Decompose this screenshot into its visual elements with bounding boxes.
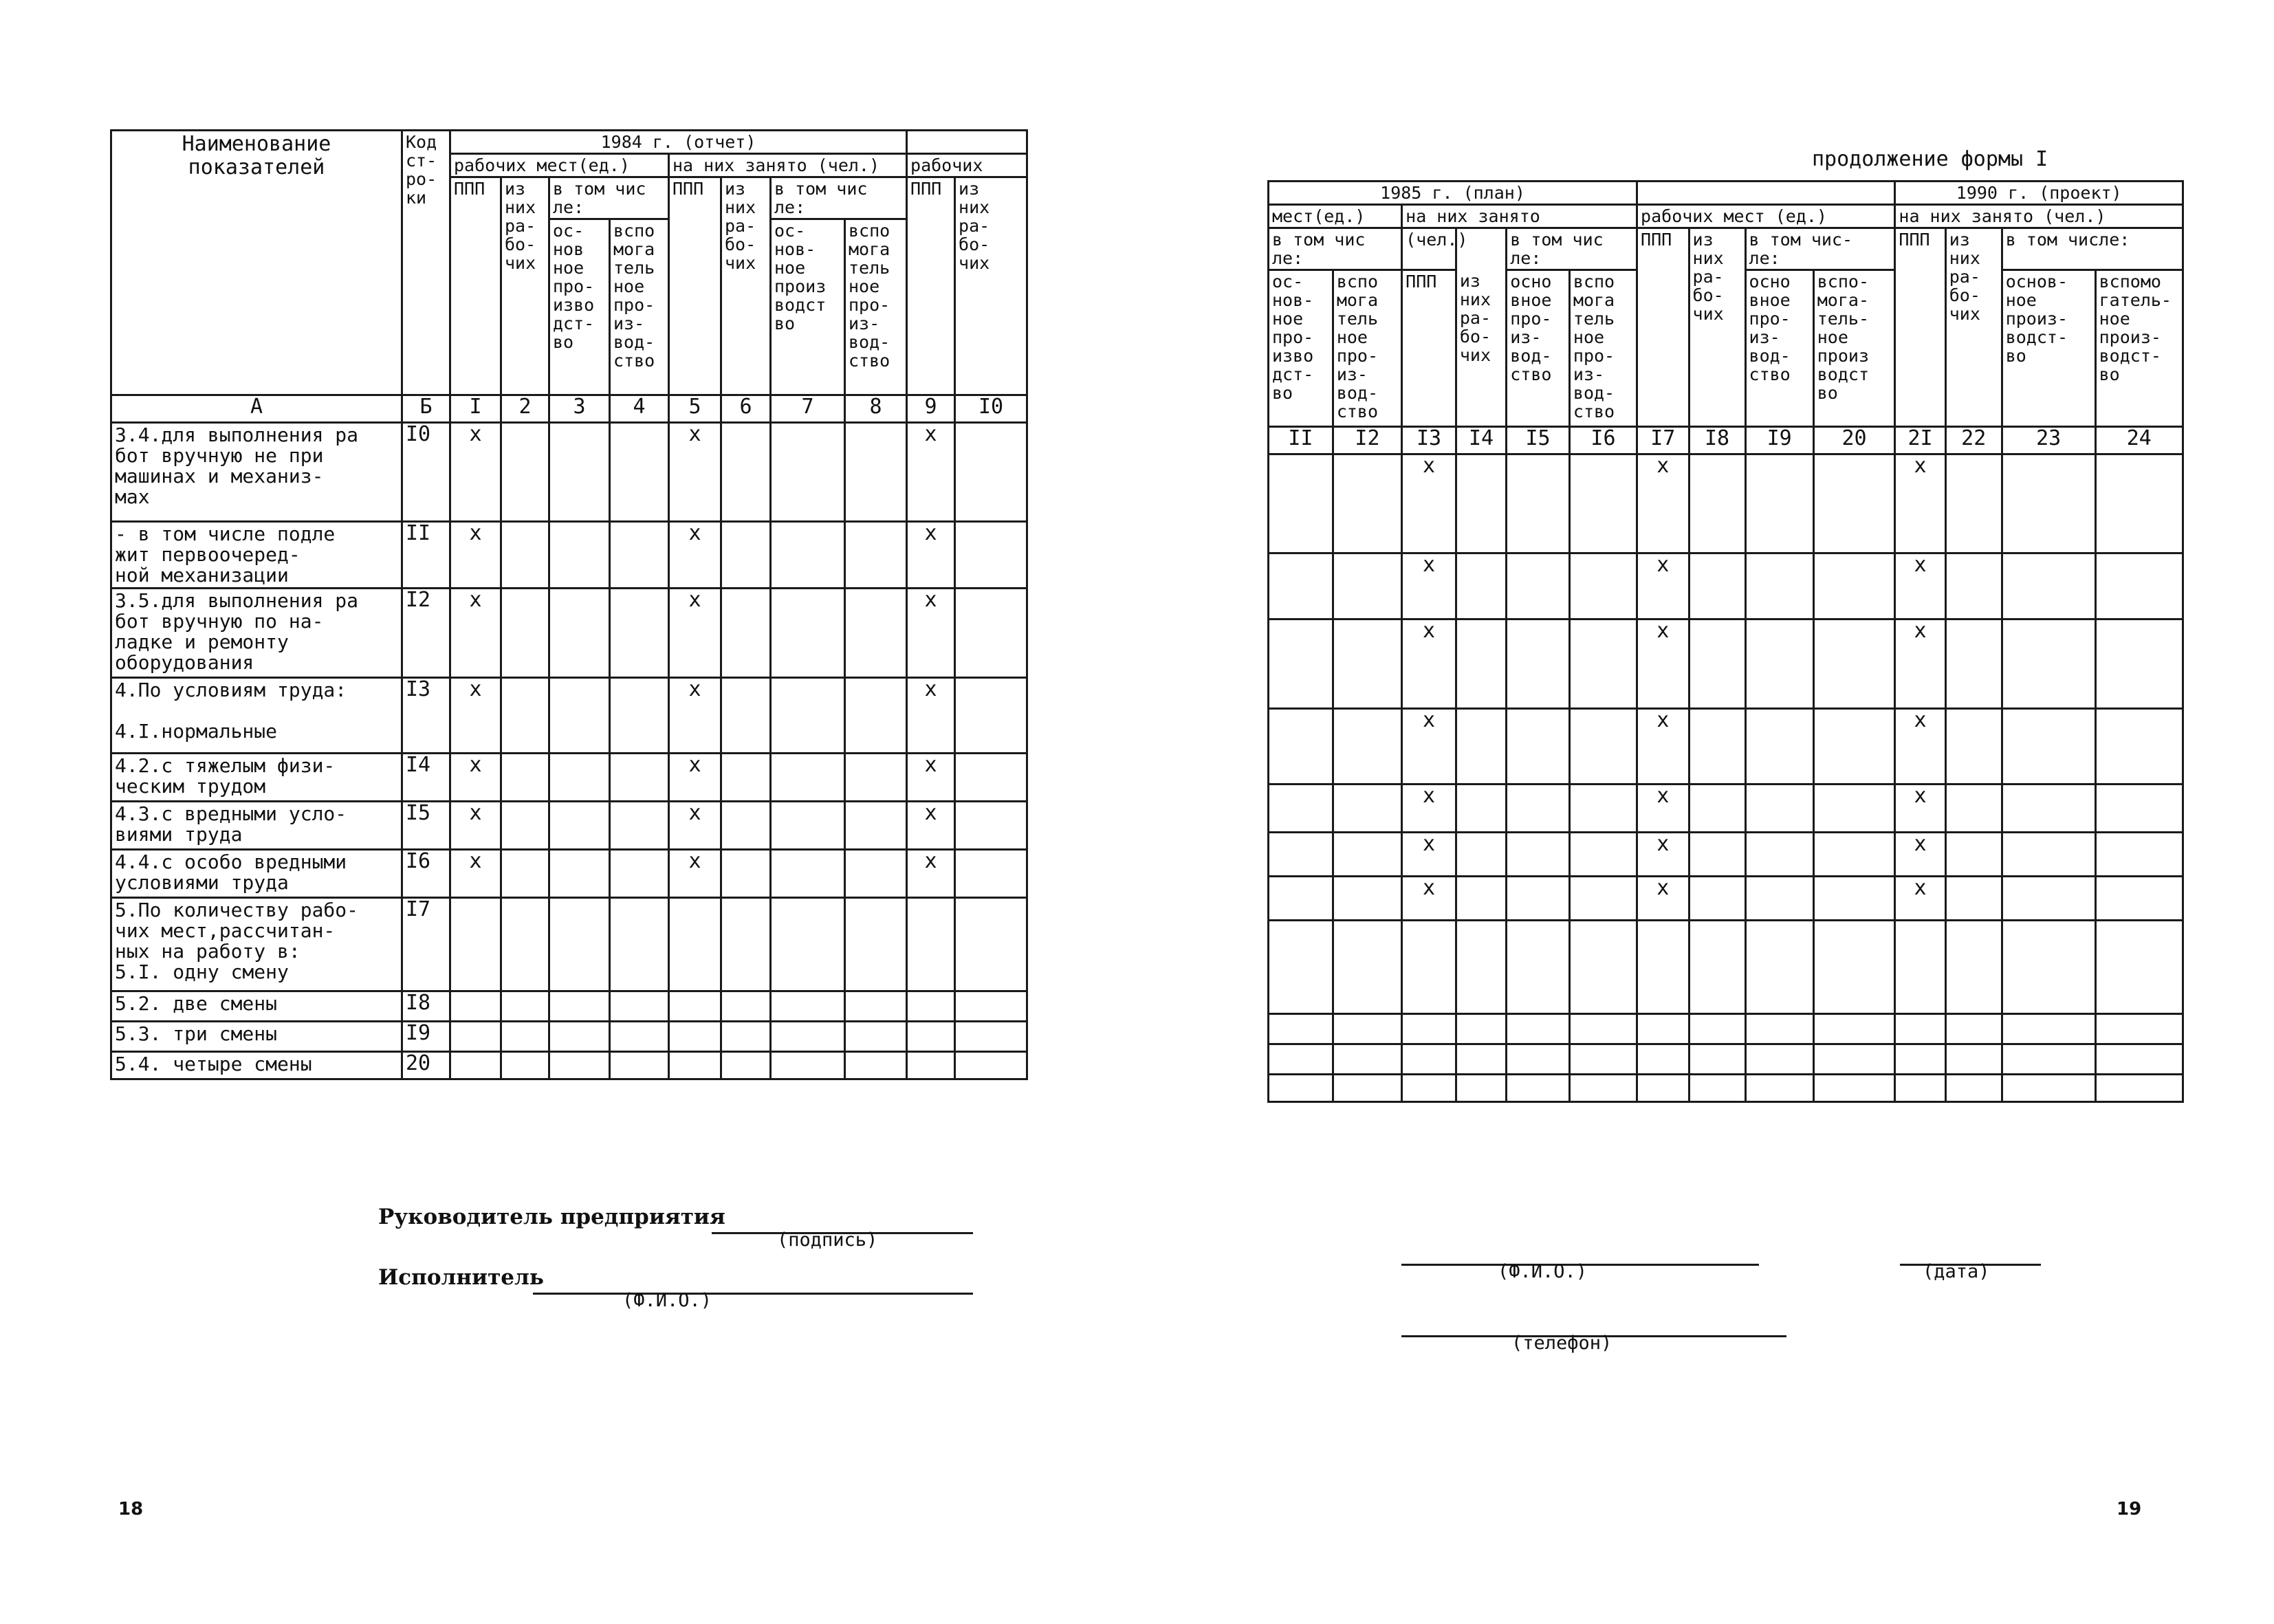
header-col-13-ppp: ППП — [1402, 270, 1456, 427]
cell-col-17: x — [1637, 784, 1690, 833]
colnum-11: II — [1269, 427, 1333, 454]
header-col-8-aux: вспо мога тель ное про- из- вод- ство — [845, 219, 907, 395]
table-row — [111, 754, 1027, 802]
colnum-10: I0 — [955, 395, 1027, 423]
cell-col-21: x — [1895, 784, 1945, 833]
header-col-19-main: осно вное про- из- вод- ство — [1745, 270, 1813, 427]
header-employed-1985: на них занято — [1402, 205, 1637, 228]
executor-signature-line[interactable] — [533, 1293, 973, 1295]
colnum-21: 2I — [1895, 427, 1945, 454]
cell-col-5: x — [669, 754, 721, 802]
header-col-6-of-workers: из них ра- бо- чих — [721, 177, 771, 395]
header-workplaces-group: рабочих мест(ед.) — [450, 154, 669, 177]
table-row — [111, 423, 1027, 522]
table-row — [1269, 1044, 2183, 1075]
header-including-1985: в том чис ле: — [1269, 228, 1402, 270]
colnum-15: I5 — [1507, 427, 1570, 454]
cell-col-17: x — [1637, 833, 1690, 877]
colnum-12: I2 — [1333, 427, 1401, 454]
header-year-1990: 1990 г. (проект) — [1895, 182, 2183, 205]
colnum-8: 8 — [845, 395, 907, 423]
table-row — [111, 991, 1027, 1022]
row-name: 5.По количеству рабо- чих мест,рассчитан- ных на работу в: 5.I. одну смену — [111, 898, 402, 991]
cell-col-9: x — [907, 589, 955, 678]
header-c18-including: в том чис- ле: — [1745, 228, 1895, 270]
cell-col-13: x — [1402, 877, 1456, 921]
cell-col-5: x — [669, 802, 721, 850]
header-col-22-of-workers: из них ра- бо- чих — [1945, 228, 2002, 427]
colnum-19: I9 — [1745, 427, 1813, 454]
cell-col-1: x — [450, 802, 501, 850]
cell-col-9: x — [907, 423, 955, 522]
cell-col-21: x — [1895, 709, 1945, 784]
colnum-6: 6 — [721, 395, 771, 423]
colnum-13: I3 — [1402, 427, 1456, 454]
left-form-table — [110, 129, 1028, 1080]
cell-col-9: x — [907, 802, 955, 850]
colnum-24: 24 — [2095, 427, 2183, 454]
cell-col-17: x — [1637, 877, 1690, 921]
header-col-3-main: ос- нов ное про- изво дст- во — [549, 219, 610, 395]
colnum-3: 3 — [549, 395, 610, 423]
header-including-workplaces: в том чис ле: — [549, 177, 669, 219]
row-name: 5.4. четыре смены — [111, 1052, 402, 1079]
header-col-20-aux: вспо- мога- тель- ное произ водст во — [1813, 270, 1895, 427]
colnum-23: 23 — [2002, 427, 2095, 454]
table-row — [111, 802, 1027, 850]
table-row — [1269, 877, 2183, 921]
header-col-10-of-workers: из них ра- бо- чих — [955, 177, 1027, 395]
cell-col-21: x — [1895, 619, 1945, 709]
row-code: I2 — [402, 589, 450, 678]
header-col-11-main: ос- нов- ное про- изво дст- во — [1269, 270, 1333, 427]
cell-col-9: x — [907, 522, 955, 589]
header-year-1985: 1985 г. (план) — [1269, 182, 1637, 205]
table-row — [1269, 833, 2183, 877]
table-row — [111, 522, 1027, 589]
header-c14-including: в том чис ле: — [1507, 228, 1637, 270]
header-col-2-of-workers: из них ра- бо- чих — [501, 177, 549, 395]
head-signature-caption: (подпись) — [777, 1229, 878, 1251]
colnum-14: I4 — [1456, 427, 1506, 454]
header-employed-1990: на них занято (чел.) — [1895, 205, 2183, 228]
row-code: I8 — [402, 991, 450, 1022]
table-row — [1269, 1014, 2183, 1044]
colnum-2: 2 — [501, 395, 549, 423]
cell-col-5: x — [669, 589, 721, 678]
header-col-23-main: основ- ное произ- водст- во — [2002, 270, 2095, 427]
header-year-1984: 1984 г. (отчет) — [450, 131, 907, 154]
cell-col-21: x — [1895, 877, 1945, 921]
header-col-1-ppp: ППП — [450, 177, 501, 395]
row-code: I7 — [402, 898, 450, 991]
colnum-1: I — [450, 395, 501, 423]
header-workplaces-1990: рабочих мест (ед.) — [1637, 205, 1895, 228]
date-caption: (дата) — [1923, 1261, 1990, 1282]
table-row — [111, 850, 1027, 898]
header-employed-group: на них занято (чел.) — [669, 154, 907, 177]
header-row-code: Код ст- ро- ки — [402, 131, 450, 395]
header-including-employed: в том чис ле: — [771, 177, 907, 219]
colnum-16: I6 — [1569, 427, 1637, 454]
cell-col-1: x — [450, 850, 501, 898]
header-col-5-ppp: ППП — [669, 177, 721, 395]
cell-col-21: x — [1895, 553, 1945, 619]
colnum-5: 5 — [669, 395, 721, 423]
cell-col-1: x — [450, 423, 501, 522]
header-c22-including: в том числе: — [2002, 228, 2183, 270]
cell-col-9: x — [907, 678, 955, 754]
row-name: 3.4.для выполнения ра бот вручную не при машинах и механиз- мах — [111, 423, 402, 522]
header-col-21-ppp: ППП — [1895, 228, 1945, 427]
cell-col-13: x — [1402, 784, 1456, 833]
header-col-14-of-workers: из них ра- бо- чих — [1456, 270, 1506, 427]
colnum-18: I8 — [1689, 427, 1745, 454]
table-row — [1269, 553, 2183, 619]
row-code: II — [402, 522, 450, 589]
table-row — [111, 678, 1027, 754]
table-row — [111, 1052, 1027, 1079]
column-number-row — [111, 395, 1027, 423]
head-of-enterprise-label: Руководитель предприятия — [378, 1205, 725, 1229]
right-page — [1137, 0, 2274, 1624]
colnum-7: 7 — [771, 395, 845, 423]
row-code: I3 — [402, 678, 450, 754]
cell-col-17: x — [1637, 619, 1690, 709]
cell-col-21: x — [1895, 454, 1945, 553]
cell-col-9: x — [907, 850, 955, 898]
table-row — [1269, 1075, 2183, 1102]
cell-col-13: x — [1402, 709, 1456, 784]
table-row — [1269, 709, 2183, 784]
cell-col-5: x — [669, 423, 721, 522]
phone-caption: (телефон) — [1511, 1332, 1612, 1354]
cell-col-17: x — [1637, 454, 1690, 553]
cell-col-5: x — [669, 678, 721, 754]
table-row — [111, 898, 1027, 991]
header-blank-1985 — [1637, 182, 1895, 205]
row-name: 4.2.с тяжелым физи- ческим трудом — [111, 754, 402, 802]
table-row — [111, 1022, 1027, 1052]
header-blank-top — [907, 131, 1027, 154]
cell-col-1: x — [450, 678, 501, 754]
header-col-18-of-workers: из них ра- бо- чих — [1689, 228, 1745, 427]
header-col-9-ppp: ППП — [907, 177, 955, 395]
cell-col-13: x — [1402, 553, 1456, 619]
table-row — [1269, 784, 2183, 833]
cell-col-5: x — [669, 850, 721, 898]
row-name: 3.5.для выполнения ра бот вручную по на- ладке и ремонту оборудования — [111, 589, 402, 678]
colnum-17: I7 — [1637, 427, 1690, 454]
continuation-caption: продолжение формы I — [1812, 147, 2048, 171]
table-row — [1269, 454, 2183, 553]
header-col-16-aux: вспо мога тель ное про- из- вод- ство — [1569, 270, 1637, 427]
cell-col-1: x — [450, 754, 501, 802]
fio-caption: (Ф.И.О.) — [1498, 1261, 1588, 1282]
row-name: 5.2. две смены — [111, 991, 402, 1022]
header-col-17-ppp: ППП — [1637, 228, 1690, 427]
row-code: 20 — [402, 1052, 450, 1079]
header-places-cont: мест(ед.) — [1269, 205, 1402, 228]
header-col-4-aux: вспо мога тель ное про- из- вод- ство — [610, 219, 669, 395]
row-name: 5.3. три смены — [111, 1022, 402, 1052]
cell-col-17: x — [1637, 553, 1690, 619]
header-col-12-aux: вспо мога тель ное про- из- вод- ство — [1333, 270, 1401, 427]
cell-col-1: x — [450, 589, 501, 678]
cell-col-21: x — [1895, 833, 1945, 877]
right-form-table — [1267, 180, 2184, 1103]
row-name: 4.По условиям труда: 4.I.нормальные — [111, 678, 402, 754]
header-col-7-main: ос- нов- ное произ водст во — [771, 219, 845, 395]
cell-col-1: x — [450, 522, 501, 589]
row-name: - в том числе подле жит первоочеред- ной механизации — [111, 522, 402, 589]
left-page — [0, 0, 1135, 1624]
colnum-20: 20 — [1813, 427, 1895, 454]
table-row — [111, 589, 1027, 678]
cell-col-5: x — [669, 522, 721, 589]
page-number-left: 18 — [118, 1499, 144, 1519]
page-number-right: 19 — [2117, 1499, 2142, 1519]
header-col-24-aux: вспомо гатель- ное произ- водст- во — [2095, 270, 2183, 427]
table-row — [1269, 619, 2183, 709]
column-number-row — [1269, 427, 2183, 454]
row-code: I4 — [402, 754, 450, 802]
header-chel-1985: (чел.) — [1402, 228, 1456, 270]
colnum-b: Б — [402, 395, 450, 423]
header-indicator-names: Наименование показателей — [111, 131, 402, 395]
cell-col-13: x — [1402, 833, 1456, 877]
row-code: I9 — [402, 1022, 450, 1052]
table-row — [1269, 921, 2183, 1014]
cell-col-9: x — [907, 754, 955, 802]
row-name: 4.3.с вредными усло- виями труда — [111, 802, 402, 850]
colnum-4: 4 — [610, 395, 669, 423]
header-col-15-main: осно вное про- из- вод- ство — [1507, 270, 1570, 427]
colnum-9: 9 — [907, 395, 955, 423]
row-code: I6 — [402, 850, 450, 898]
executor-label: Исполнитель — [378, 1265, 544, 1290]
executor-name-caption: (Ф.И.О.) — [622, 1290, 712, 1311]
row-code: I0 — [402, 423, 450, 522]
cell-col-17: x — [1637, 709, 1690, 784]
row-code: I5 — [402, 802, 450, 850]
cell-col-13: x — [1402, 454, 1456, 553]
colnum-a: А — [111, 395, 402, 423]
row-name: 4.4.с особо вредными условиями труда — [111, 850, 402, 898]
header-right-workplaces: рабочих — [907, 154, 1027, 177]
colnum-22: 22 — [1945, 427, 2002, 454]
cell-col-13: x — [1402, 619, 1456, 709]
